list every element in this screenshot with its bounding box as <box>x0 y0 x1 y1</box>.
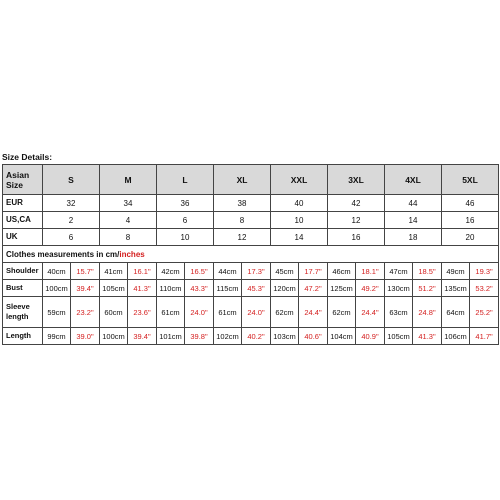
cm-value-cell: 49cm <box>442 263 470 280</box>
cm-value-cell: 63cm <box>385 297 413 328</box>
inch-value-cell: 24.0" <box>242 297 271 328</box>
measurement-row-label: Shoulder <box>3 263 43 280</box>
size-header-cell: XL <box>214 165 271 195</box>
size-value-cell: 6 <box>157 212 214 229</box>
asian-size-header: Asian Size <box>3 165 43 195</box>
cm-value-cell: 100cm <box>100 328 128 345</box>
inch-value-cell: 40.9" <box>356 328 385 345</box>
cm-value-cell: 115cm <box>214 280 242 297</box>
inch-value-cell: 16.1" <box>128 263 157 280</box>
cm-value-cell: 45cm <box>271 263 299 280</box>
inch-value-cell: 25.2" <box>470 297 499 328</box>
inch-value-cell: 53.2" <box>470 280 499 297</box>
cm-value-cell: 135cm <box>442 280 470 297</box>
size-value-cell: 44 <box>385 195 442 212</box>
size-value-cell: 14 <box>271 229 328 246</box>
inch-value-cell: 41.3" <box>128 280 157 297</box>
inch-value-cell: 51.2" <box>413 280 442 297</box>
inch-value-cell: 39.4" <box>71 280 100 297</box>
inch-value-cell: 18.1" <box>356 263 385 280</box>
inch-value-cell: 17.3" <box>242 263 271 280</box>
measurements-caption-row <box>3 246 499 263</box>
size-row <box>3 212 499 229</box>
size-value-cell: 18 <box>385 229 442 246</box>
inch-value-cell: 23.6" <box>128 297 157 328</box>
caption-prefix: Clothes measurements in cm/ <box>6 249 120 259</box>
cm-value-cell: 100cm <box>43 280 71 297</box>
cm-value-cell: 110cm <box>157 280 185 297</box>
measurement-row <box>3 328 499 345</box>
size-value-cell: 10 <box>157 229 214 246</box>
size-row-label: US,CA <box>3 212 43 229</box>
caption-highlight: inches <box>119 249 145 259</box>
cm-value-cell: 64cm <box>442 297 470 328</box>
inch-value-cell: 24.4" <box>299 297 328 328</box>
size-row-label: UK <box>3 229 43 246</box>
inch-value-cell: 39.0" <box>71 328 100 345</box>
inch-value-cell: 41.7" <box>470 328 499 345</box>
cm-value-cell: 41cm <box>100 263 128 280</box>
measurements-table <box>2 245 499 345</box>
cm-value-cell: 46cm <box>328 263 356 280</box>
inch-value-cell: 40.2" <box>242 328 271 345</box>
size-header-cell: S <box>43 165 100 195</box>
inch-value-cell: 19.3" <box>470 263 499 280</box>
measurement-row <box>3 263 499 280</box>
size-value-cell: 16 <box>442 212 499 229</box>
size-header-cell: 5XL <box>442 165 499 195</box>
size-value-cell: 4 <box>100 212 157 229</box>
size-value-cell: 14 <box>385 212 442 229</box>
size-value-cell: 16 <box>328 229 385 246</box>
cm-value-cell: 120cm <box>271 280 299 297</box>
inch-value-cell: 16.5" <box>185 263 214 280</box>
cm-value-cell: 125cm <box>328 280 356 297</box>
size-value-cell: 8 <box>214 212 271 229</box>
size-header-cell: 3XL <box>328 165 385 195</box>
cm-value-cell: 101cm <box>157 328 185 345</box>
cm-value-cell: 99cm <box>43 328 71 345</box>
inch-value-cell: 49.2" <box>356 280 385 297</box>
cm-value-cell: 130cm <box>385 280 413 297</box>
cm-value-cell: 44cm <box>214 263 242 280</box>
cm-value-cell: 61cm <box>214 297 242 328</box>
size-row-label: EUR <box>3 195 43 212</box>
size-value-cell: 40 <box>271 195 328 212</box>
size-value-cell: 12 <box>214 229 271 246</box>
size-value-cell: 8 <box>100 229 157 246</box>
cm-value-cell: 40cm <box>43 263 71 280</box>
inch-value-cell: 45.3" <box>242 280 271 297</box>
size-header-cell: 4XL <box>385 165 442 195</box>
size-conversion-table <box>2 164 499 246</box>
size-header-row <box>3 165 499 195</box>
inch-value-cell: 41.3" <box>413 328 442 345</box>
page-title: Size Details: <box>2 152 53 162</box>
size-value-cell: 12 <box>328 212 385 229</box>
size-value-cell: 10 <box>271 212 328 229</box>
cm-value-cell: 61cm <box>157 297 185 328</box>
measurement-row <box>3 280 499 297</box>
inch-value-cell: 15.7" <box>71 263 100 280</box>
cm-value-cell: 105cm <box>100 280 128 297</box>
inch-value-cell: 43.3" <box>185 280 214 297</box>
inch-value-cell: 17.7" <box>299 263 328 280</box>
size-value-cell: 42 <box>328 195 385 212</box>
cm-value-cell: 62cm <box>328 297 356 328</box>
cm-value-cell: 59cm <box>43 297 71 328</box>
size-header-cell: L <box>157 165 214 195</box>
measurement-row <box>3 297 499 328</box>
cm-value-cell: 62cm <box>271 297 299 328</box>
cm-value-cell: 104cm <box>328 328 356 345</box>
measurement-row-label: Sleeve length <box>3 297 43 328</box>
cm-value-cell: 60cm <box>100 297 128 328</box>
size-row <box>3 229 499 246</box>
size-value-cell: 36 <box>157 195 214 212</box>
inch-value-cell: 24.0" <box>185 297 214 328</box>
cm-value-cell: 42cm <box>157 263 185 280</box>
size-value-cell: 32 <box>43 195 100 212</box>
inch-value-cell: 24.8" <box>413 297 442 328</box>
measurement-row-label: Bust <box>3 280 43 297</box>
size-value-cell: 6 <box>43 229 100 246</box>
size-value-cell: 46 <box>442 195 499 212</box>
inch-value-cell: 47.2" <box>299 280 328 297</box>
cm-value-cell: 102cm <box>214 328 242 345</box>
size-value-cell: 2 <box>43 212 100 229</box>
size-header-cell: XXL <box>271 165 328 195</box>
size-value-cell: 34 <box>100 195 157 212</box>
cm-value-cell: 47cm <box>385 263 413 280</box>
inch-value-cell: 18.5" <box>413 263 442 280</box>
size-row <box>3 195 499 212</box>
cm-value-cell: 106cm <box>442 328 470 345</box>
size-value-cell: 38 <box>214 195 271 212</box>
inch-value-cell: 23.2" <box>71 297 100 328</box>
measurement-row-label: Length <box>3 328 43 345</box>
size-header-cell: M <box>100 165 157 195</box>
inch-value-cell: 24.4" <box>356 297 385 328</box>
size-value-cell: 20 <box>442 229 499 246</box>
measurements-caption <box>3 246 499 263</box>
inch-value-cell: 39.4" <box>128 328 157 345</box>
cm-value-cell: 105cm <box>385 328 413 345</box>
cm-value-cell: 103cm <box>271 328 299 345</box>
inch-value-cell: 39.8" <box>185 328 214 345</box>
inch-value-cell: 40.6" <box>299 328 328 345</box>
